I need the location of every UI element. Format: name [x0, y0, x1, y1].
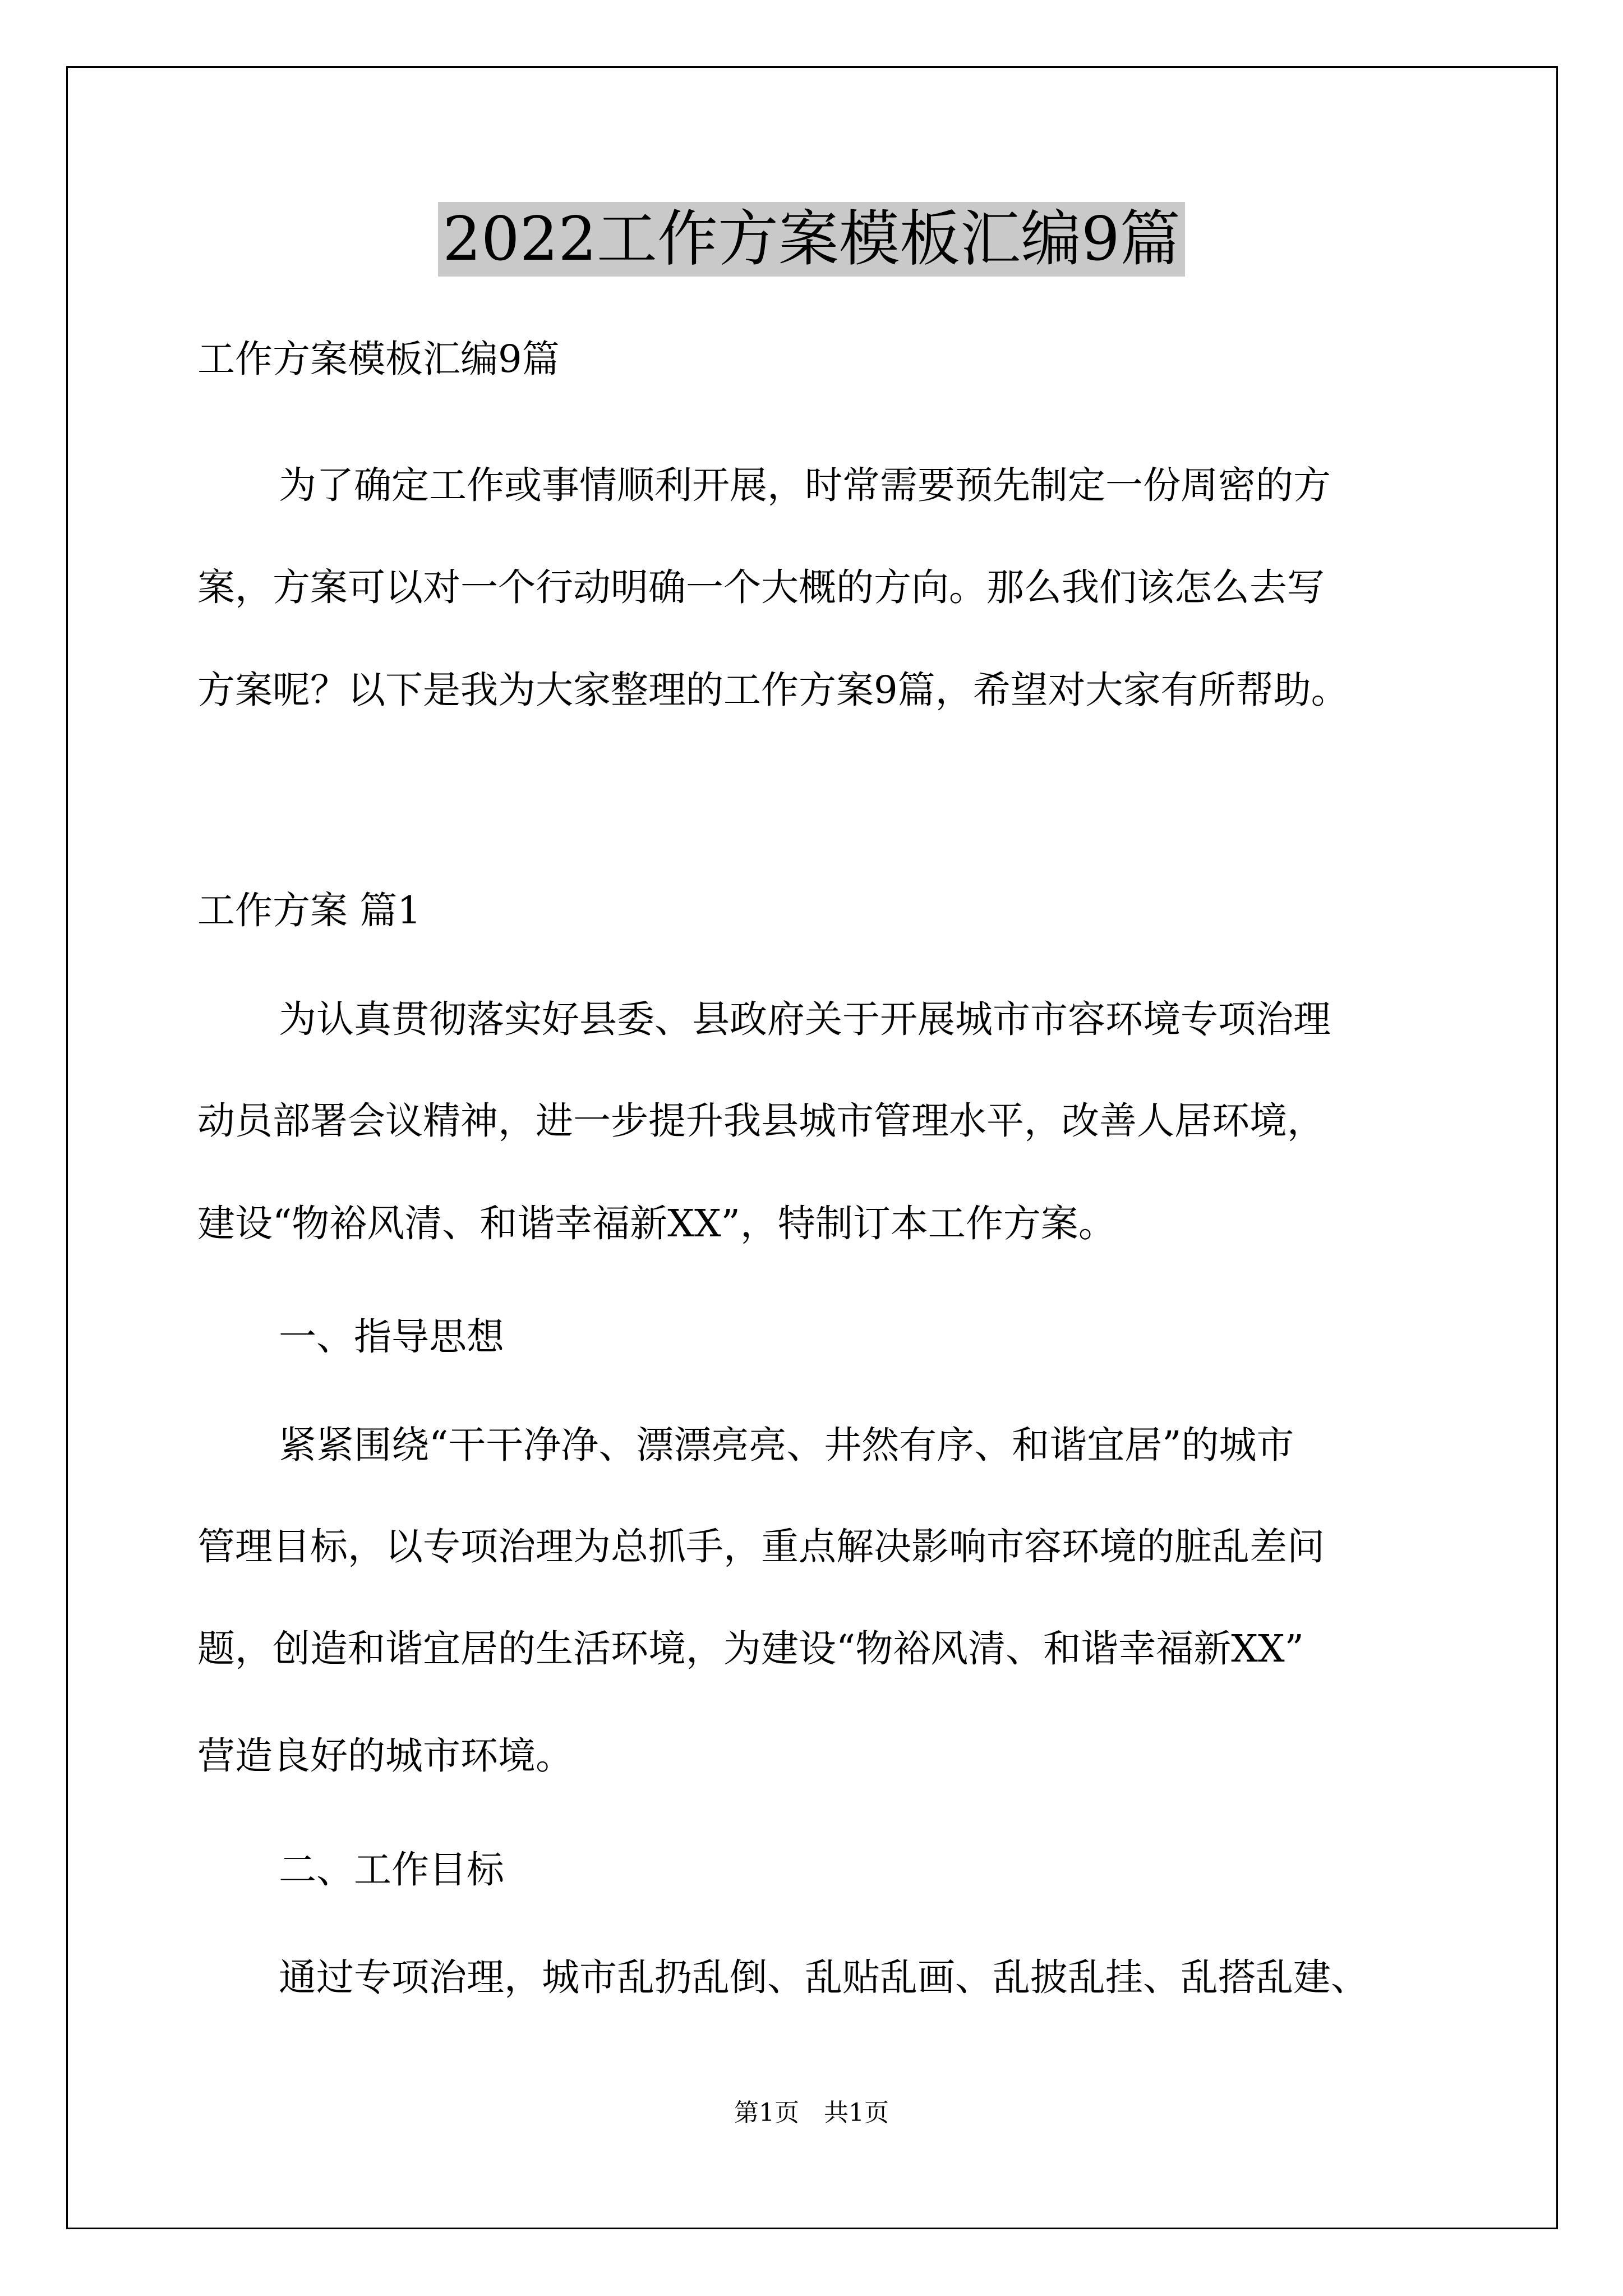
document-title-text: 2022工作方案模板汇编9篇 — [438, 202, 1185, 277]
paragraph-line: 方案呢？以下是我为大家整理的工作方案9篇，希望对大家有所帮助。 — [197, 668, 1349, 712]
subheading-line: 二、工作目标 — [279, 1848, 504, 1892]
paragraph-line: 管理目标，以专项治理为总抓手，重点解决影响市容环境的脏乱差问 — [197, 1525, 1325, 1568]
paragraph-line: 为认真贯彻落实好县委、县政府关于开展城市市容环境专项治理 — [279, 997, 1331, 1041]
section-heading: 工作方案 篇1 — [197, 889, 421, 932]
paragraph-line: 动员部署会议精神，进一步提升我县城市管理水平，改善人居环境， — [197, 1099, 1325, 1143]
page-border — [66, 66, 1558, 2229]
subheading-line: 一、指导思想 — [279, 1315, 504, 1359]
subtitle-line: 工作方案模板汇编9篇 — [197, 337, 560, 381]
document-title — [0, 197, 1623, 282]
paragraph-line: 题，创造和谐宜居的生活环境，为建设“物裕风清、和谐幸福新XX” — [197, 1627, 1304, 1671]
paragraph-line: 建设“物裕风清、和谐幸福新XX”，特制订本工作方案。 — [197, 1202, 1116, 1245]
paragraph-line: 紧紧围绕“干干净净、漂漂亮亮、井然有序、和谐宜居”的城市 — [279, 1423, 1294, 1467]
paragraph-line: 为了确定工作或事情顺利开展，时常需要预先制定一份周密的方 — [279, 463, 1331, 507]
page-footer: 第1页 共1页 — [734, 2099, 889, 2127]
paragraph-line: 通过专项治理，城市乱扔乱倒、乱贴乱画、乱披乱挂、乱搭乱建、 — [279, 1955, 1368, 1999]
paragraph-line: 营造良好的城市环境。 — [197, 1734, 573, 1778]
paragraph-line: 案，方案可以对一个行动明确一个大概的方向。那么我们该怎么去写 — [197, 565, 1325, 609]
